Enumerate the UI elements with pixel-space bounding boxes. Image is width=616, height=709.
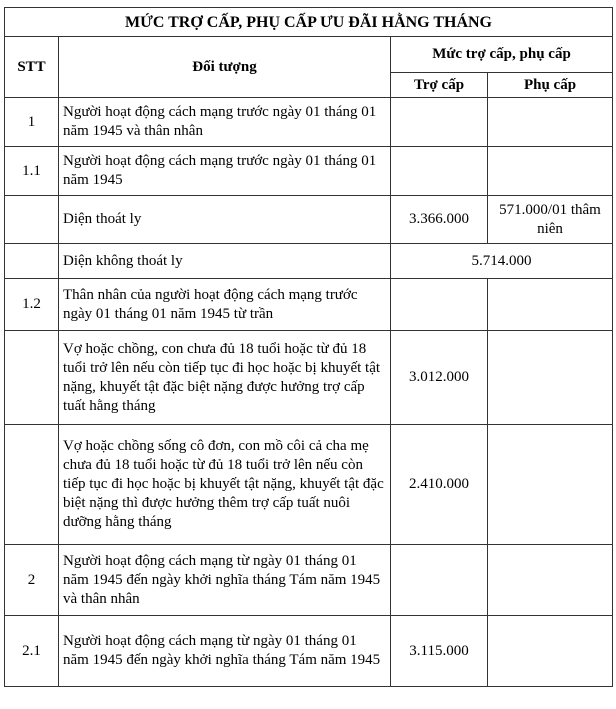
- header-doi-tuong: Đối tượng: [59, 37, 391, 98]
- row-tro-cap: 2.410.000: [391, 425, 488, 545]
- title-row: [5, 8, 613, 37]
- row-stt: 2.1: [5, 616, 59, 687]
- table-row: [5, 196, 613, 244]
- row-doi-tuong: Người hoạt động cách mạng từ ngày 01 tháng 01 năm 1945 đến ngày khởi nghĩa tháng Tám năm 1945: [59, 616, 391, 687]
- row-phu-cap: 571.000/01 thâm niên: [488, 196, 613, 244]
- row-tro-cap: 3.012.000: [391, 331, 488, 425]
- row-phu-cap: [488, 279, 613, 331]
- row-tro-cap: 3.115.000: [391, 616, 488, 687]
- table-row: [5, 244, 613, 279]
- table-title: MỨC TRỢ CẤP, PHỤ CẤP ƯU ĐÃI HẰNG THÁNG: [5, 8, 613, 37]
- table-row: [5, 545, 613, 616]
- row-stt: [5, 331, 59, 425]
- row-tro-cap: [391, 545, 488, 616]
- row-tro-cap: [391, 279, 488, 331]
- header-tro-cap: Trợ cấp: [391, 73, 488, 98]
- table-row: [5, 98, 613, 147]
- header-phu-cap: Phụ cấp: [488, 73, 613, 98]
- row-phu-cap: [488, 425, 613, 545]
- table-row: [5, 616, 613, 687]
- row-doi-tuong: Vợ hoặc chồng sống cô đơn, con mồ côi cả cha mẹ chưa đủ 18 tuổi hoặc từ đủ 18 tuổi trở lên nếu còn tiếp tục đi học hoặc bị khuyết tật nặng, khuyết tật đặc biệt nặng thì được hưởng thêm trợ cấp tuất nuôi dưỡng hằng tháng: [59, 425, 391, 545]
- row-doi-tuong: Thân nhân của người hoạt động cách mạng trước ngày 01 tháng 01 năm 1945 từ trần: [59, 279, 391, 331]
- row-phu-cap: [488, 545, 613, 616]
- row-doi-tuong: Người hoạt động cách mạng trước ngày 01 tháng 01 năm 1945 và thân nhân: [59, 98, 391, 147]
- row-doi-tuong: Diện thoát ly: [59, 196, 391, 244]
- row-merged-value: 5.714.000: [391, 244, 613, 279]
- row-doi-tuong: Diện không thoát ly: [59, 244, 391, 279]
- row-tro-cap: 3.366.000: [391, 196, 488, 244]
- table-row: [5, 331, 613, 425]
- table-row: [5, 279, 613, 331]
- row-tro-cap: [391, 147, 488, 196]
- header-stt: STT: [5, 37, 59, 98]
- row-stt: [5, 196, 59, 244]
- row-phu-cap: [488, 616, 613, 687]
- row-phu-cap: [488, 331, 613, 425]
- row-doi-tuong: Người hoạt động cách mạng từ ngày 01 tháng 01 năm 1945 đến ngày khởi nghĩa tháng Tám năm 1945 và thân nhân: [59, 545, 391, 616]
- allowance-table: [4, 7, 613, 687]
- row-stt: 1.1: [5, 147, 59, 196]
- row-doi-tuong: Vợ hoặc chồng, con chưa đủ 18 tuổi hoặc từ đủ 18 tuổi trở lên nếu còn tiếp tục đi học hoặc bị khuyết tật nặng, khuyết tật đặc biệt nặng được hưởng trợ cấp tuất hằng tháng: [59, 331, 391, 425]
- row-doi-tuong: Người hoạt động cách mạng trước ngày 01 tháng 01 năm 1945: [59, 147, 391, 196]
- table-row: [5, 425, 613, 545]
- row-stt: 1.2: [5, 279, 59, 331]
- row-phu-cap: [488, 147, 613, 196]
- row-tro-cap: [391, 98, 488, 147]
- header-row-1: [5, 37, 613, 73]
- row-stt: [5, 244, 59, 279]
- row-stt: [5, 425, 59, 545]
- row-phu-cap: [488, 98, 613, 147]
- row-stt: 2: [5, 545, 59, 616]
- header-muc: Mức trợ cấp, phụ cấp: [391, 37, 613, 73]
- row-stt: 1: [5, 98, 59, 147]
- table-row: [5, 147, 613, 196]
